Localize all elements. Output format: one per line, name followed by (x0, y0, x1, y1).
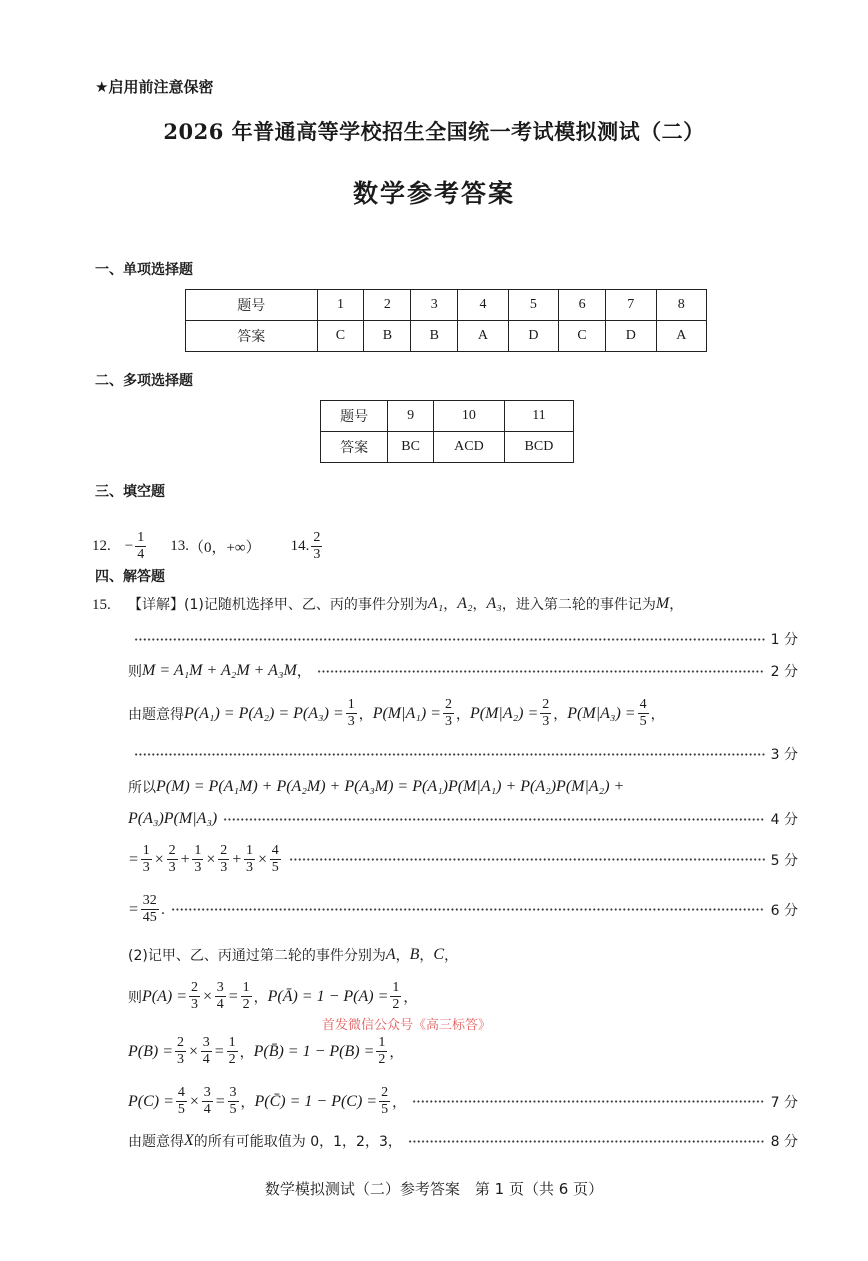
dotted-leader (134, 638, 765, 641)
solution-line (128, 697, 798, 730)
denominator: 4 (202, 1052, 210, 1067)
answer-cell: B (364, 321, 411, 352)
fraction (241, 980, 252, 1013)
solution-line (128, 1131, 798, 1151)
fraction (390, 980, 401, 1013)
answer-cell: BC (388, 432, 434, 463)
text-segment: 【详解】(1)记随机选择甲、乙、丙的事件分别为 (128, 597, 428, 613)
dotted-leader (289, 858, 765, 861)
text-segment: 则 (128, 664, 142, 680)
fraction (270, 843, 281, 876)
score-label: 8 分 (770, 1134, 798, 1150)
dotted-leader (134, 753, 765, 756)
solution-line (128, 980, 798, 1013)
exam-title: 2026 年普通高等学校招生全国统一考试模拟测试（二） (163, 119, 705, 144)
answer-cell: A (458, 321, 508, 352)
text-segment: ， (419, 948, 434, 964)
math-expression: P(M|A₂) = (469, 704, 539, 722)
denominator: 4 (137, 547, 145, 562)
denominator: 5 (271, 860, 279, 875)
solution-line (128, 594, 798, 614)
fraction (202, 1085, 213, 1118)
denominator: 4 (203, 1102, 211, 1117)
question-number-cell: 4 (458, 290, 508, 321)
math-expression: P(C) = (128, 1092, 174, 1110)
solution-line (128, 893, 798, 926)
numerator: 4 (639, 697, 647, 712)
fraction (346, 697, 357, 730)
question-number-cell: 10 (433, 401, 504, 432)
text-segment: ， (392, 1094, 407, 1111)
text-segment: . (160, 901, 166, 918)
denominator: 2 (392, 997, 400, 1012)
question-number-row (321, 401, 574, 432)
text-segment: ， (395, 948, 410, 964)
question-number-cell: 11 (504, 401, 573, 432)
math-expression: A₁ (427, 595, 444, 612)
solution-line (128, 809, 798, 829)
math-expression: X (184, 1132, 194, 1149)
dotted-leader (171, 908, 764, 911)
q13-answer: （0，+∞） (188, 540, 261, 556)
q12-sign: − (124, 538, 134, 554)
numerator: 3 (216, 980, 224, 995)
text-segment: ， (253, 989, 268, 1006)
numerator: 4 (177, 1085, 185, 1100)
answer-cell: B (411, 321, 458, 352)
math-expression: A₂ (457, 595, 473, 612)
watermark: 首发微信公众号《高三标答》 (322, 1018, 492, 1033)
confidential-notice: ★启用前注意保密 (95, 78, 214, 96)
question-number-cell: 2 (364, 290, 411, 321)
math-expression: = (128, 850, 139, 868)
denominator: 2 (378, 1052, 386, 1067)
q14-label: 14. (290, 538, 310, 554)
numerator: 2 (177, 1035, 184, 1050)
solution-line (128, 661, 798, 681)
fraction (376, 1035, 387, 1068)
question-number-cell: 3 (411, 290, 458, 321)
denominator: 3 (444, 714, 452, 729)
question-number-cell: 1 (317, 290, 364, 321)
score-label: 7 分 (770, 1094, 798, 1111)
numerator: 3 (229, 1085, 237, 1100)
multi-choice-answer-table (320, 400, 574, 463)
math-expression: = (214, 1092, 226, 1110)
denominator: 3 (220, 860, 228, 875)
math-expression: P(A₃)P(M|A₃) (128, 810, 218, 827)
text-segment: 的所有可能取值为 0，1，2，3， (193, 1134, 402, 1150)
text-segment: ， (389, 1044, 404, 1061)
score-label: 4 分 (770, 812, 798, 828)
math-expression: × (188, 1092, 200, 1110)
denominator: 3 (177, 1052, 184, 1067)
fraction (443, 697, 454, 730)
fraction (192, 843, 203, 876)
fraction (175, 1035, 186, 1068)
question-number-cell: 8 (656, 290, 707, 321)
question-number-cell: 9 (388, 401, 434, 432)
text-segment: ， (240, 1094, 255, 1111)
math-expression: × (256, 850, 268, 868)
denominator: 5 (177, 1102, 185, 1117)
text-segment: 则 (128, 989, 142, 1006)
row-label: 题号 (321, 401, 388, 432)
denominator: 3 (168, 860, 176, 875)
section-heading-multi-choice: 二、多项选择题 (95, 373, 193, 389)
text-segment: ， (403, 989, 418, 1006)
question-number-cell: 5 (508, 290, 558, 321)
math-expression: P(B) = (128, 1042, 173, 1060)
numerator: 2 (313, 530, 321, 545)
text-segment: ， (296, 664, 311, 680)
section-heading-fill-blank: 三、填空题 (95, 484, 165, 500)
row-label: 答案 (321, 432, 388, 463)
numerator: 32 (142, 893, 157, 908)
denominator: 3 (245, 860, 253, 875)
denominator: 4 (216, 997, 224, 1012)
denominator: 45 (142, 910, 157, 925)
denominator: 5 (229, 1102, 237, 1117)
text-segment: ， (239, 1044, 254, 1061)
math-expression: = (128, 900, 139, 918)
math-expression: M (655, 595, 670, 612)
row-label: 题号 (186, 290, 318, 321)
q15-label: 15. (92, 597, 111, 613)
math-expression: + (179, 850, 191, 868)
denominator: 2 (242, 997, 250, 1012)
denominator: 3 (194, 860, 202, 875)
math-expression: M = A₁M + A₂M + A₃M (142, 662, 297, 679)
q13-label: 13. (170, 538, 189, 554)
answer-cell: ACD (433, 432, 504, 463)
numerator: 1 (392, 980, 400, 995)
fraction (638, 697, 649, 730)
solution-line (128, 945, 798, 965)
math-expression: P(M|A₁) = (372, 704, 441, 722)
text-segment: 由题意得 (128, 1134, 184, 1150)
numerator: 2 (381, 1085, 389, 1100)
q12-answer (135, 530, 146, 563)
denominator: 3 (191, 997, 198, 1012)
math-expression: A₃ (486, 595, 502, 612)
text-segment: ， (358, 706, 373, 723)
math-expression: A (385, 946, 396, 963)
solution-line (128, 744, 798, 764)
answer-cell: C (317, 321, 364, 352)
single-choice-answer-table (185, 289, 707, 352)
question-number-row (186, 290, 707, 321)
math-expression: C (433, 946, 445, 963)
fraction (227, 1035, 238, 1068)
numerator: 2 (444, 697, 452, 712)
text-segment: 所以 (128, 780, 156, 796)
fraction (201, 1035, 212, 1068)
numerator: 3 (202, 1035, 210, 1050)
row-label: 答案 (186, 321, 318, 352)
math-expression: P(M|A₃) = (567, 704, 636, 722)
denominator: 5 (639, 714, 647, 729)
math-expression: P(B̄) = 1 − P(B) = (253, 1042, 375, 1060)
numerator: 4 (271, 843, 279, 858)
numerator: 3 (203, 1085, 211, 1100)
solution-line (128, 1035, 798, 1068)
answer-cell: C (559, 321, 606, 352)
math-expression: P(Ā) = 1 − P(A) = (267, 987, 389, 1005)
question-number-cell: 6 (559, 290, 606, 321)
answer-cell: D (606, 321, 656, 352)
answer-row (186, 321, 707, 352)
text-segment: 由题意得 (128, 706, 184, 723)
q14-answer (311, 530, 322, 563)
solution-line (128, 777, 798, 797)
fraction (141, 893, 159, 926)
text-segment: ，进入第二轮的事件记为 (501, 597, 656, 613)
math-expression: × (205, 850, 217, 868)
text-segment: ， (444, 948, 459, 964)
fraction (218, 843, 229, 876)
text-segment: ， (650, 706, 665, 723)
answer-cell: A (656, 321, 707, 352)
numerator: 1 (378, 1035, 386, 1050)
dotted-leader (408, 1140, 765, 1143)
math-expression: P(A₁) = P(A₂) = P(A₃) = (184, 704, 344, 722)
fraction (244, 843, 255, 876)
answer-cell: D (508, 321, 558, 352)
dotted-leader (317, 670, 765, 673)
fraction (167, 843, 178, 876)
text-segment: ， (669, 597, 684, 613)
page-title: 数学参考答案 (352, 179, 515, 208)
numerator: 2 (168, 843, 176, 858)
math-expression: = (227, 987, 239, 1005)
solution-line (128, 629, 798, 649)
score-label: 2 分 (770, 664, 798, 680)
fraction (215, 980, 226, 1013)
q12-label: 12. (92, 538, 111, 554)
fraction (189, 980, 200, 1013)
text-segment: ， (472, 597, 487, 613)
fraction (379, 1085, 390, 1118)
math-expression: P(C̄) = 1 − P(C) = (254, 1092, 378, 1110)
denominator: 3 (313, 547, 321, 562)
math-expression: P(M) = P(A₁M) + P(A₂M) + P(A₃M) = P(A₁)P(M|A₁) + P(A₂)P(M|A₂) + (156, 778, 625, 795)
math-expression: P(A) = (142, 987, 187, 1005)
numerator: 1 (137, 530, 145, 545)
denominator: 2 (228, 1052, 236, 1067)
denominator: 3 (347, 714, 355, 729)
solution-line (128, 1085, 798, 1118)
fill-blank-answers (92, 530, 324, 563)
solution-line (128, 843, 798, 876)
section-heading-single-choice: 一、单项选择题 (95, 262, 193, 278)
math-expression: × (153, 850, 165, 868)
text-segment: (2)记甲、乙、丙通过第二轮的事件分别为 (128, 948, 386, 964)
denominator: 3 (142, 860, 150, 875)
fraction (228, 1085, 239, 1118)
question-number-cell: 7 (606, 290, 656, 321)
numerator: 1 (245, 843, 253, 858)
math-expression: + (231, 850, 242, 868)
denominator: 5 (381, 1102, 389, 1117)
answer-row (321, 432, 574, 463)
numerator: 1 (142, 843, 150, 858)
section-heading-solutions: 四、解答题 (95, 569, 165, 585)
score-label: 3 分 (770, 747, 798, 763)
math-expression: × (202, 987, 213, 1005)
numerator: 2 (220, 843, 228, 858)
denominator: 3 (542, 714, 550, 729)
math-expression: B (409, 946, 420, 963)
answer-cell: BCD (504, 432, 573, 463)
dotted-leader (412, 1100, 765, 1103)
numerator: 1 (242, 980, 250, 995)
numerator: 2 (191, 980, 198, 995)
fraction (176, 1085, 187, 1118)
dotted-leader (223, 818, 764, 821)
math-expression: × (188, 1042, 199, 1060)
math-expression: = (213, 1042, 225, 1060)
score-label: 6 分 (770, 902, 798, 919)
numerator: 2 (542, 697, 550, 712)
numerator: 1 (228, 1035, 236, 1050)
numerator: 1 (194, 843, 202, 858)
fraction (540, 697, 551, 730)
text-segment: ， (553, 706, 568, 723)
fraction (141, 843, 152, 876)
page-footer: 数学模拟测试（二）参考答案 第 1 页（共 6 页） (264, 1180, 604, 1198)
numerator: 1 (347, 697, 355, 712)
text-segment: ， (443, 597, 458, 613)
score-label: 1 分 (770, 632, 798, 648)
score-label: 5 分 (770, 852, 798, 869)
text-segment: ， (455, 706, 470, 723)
